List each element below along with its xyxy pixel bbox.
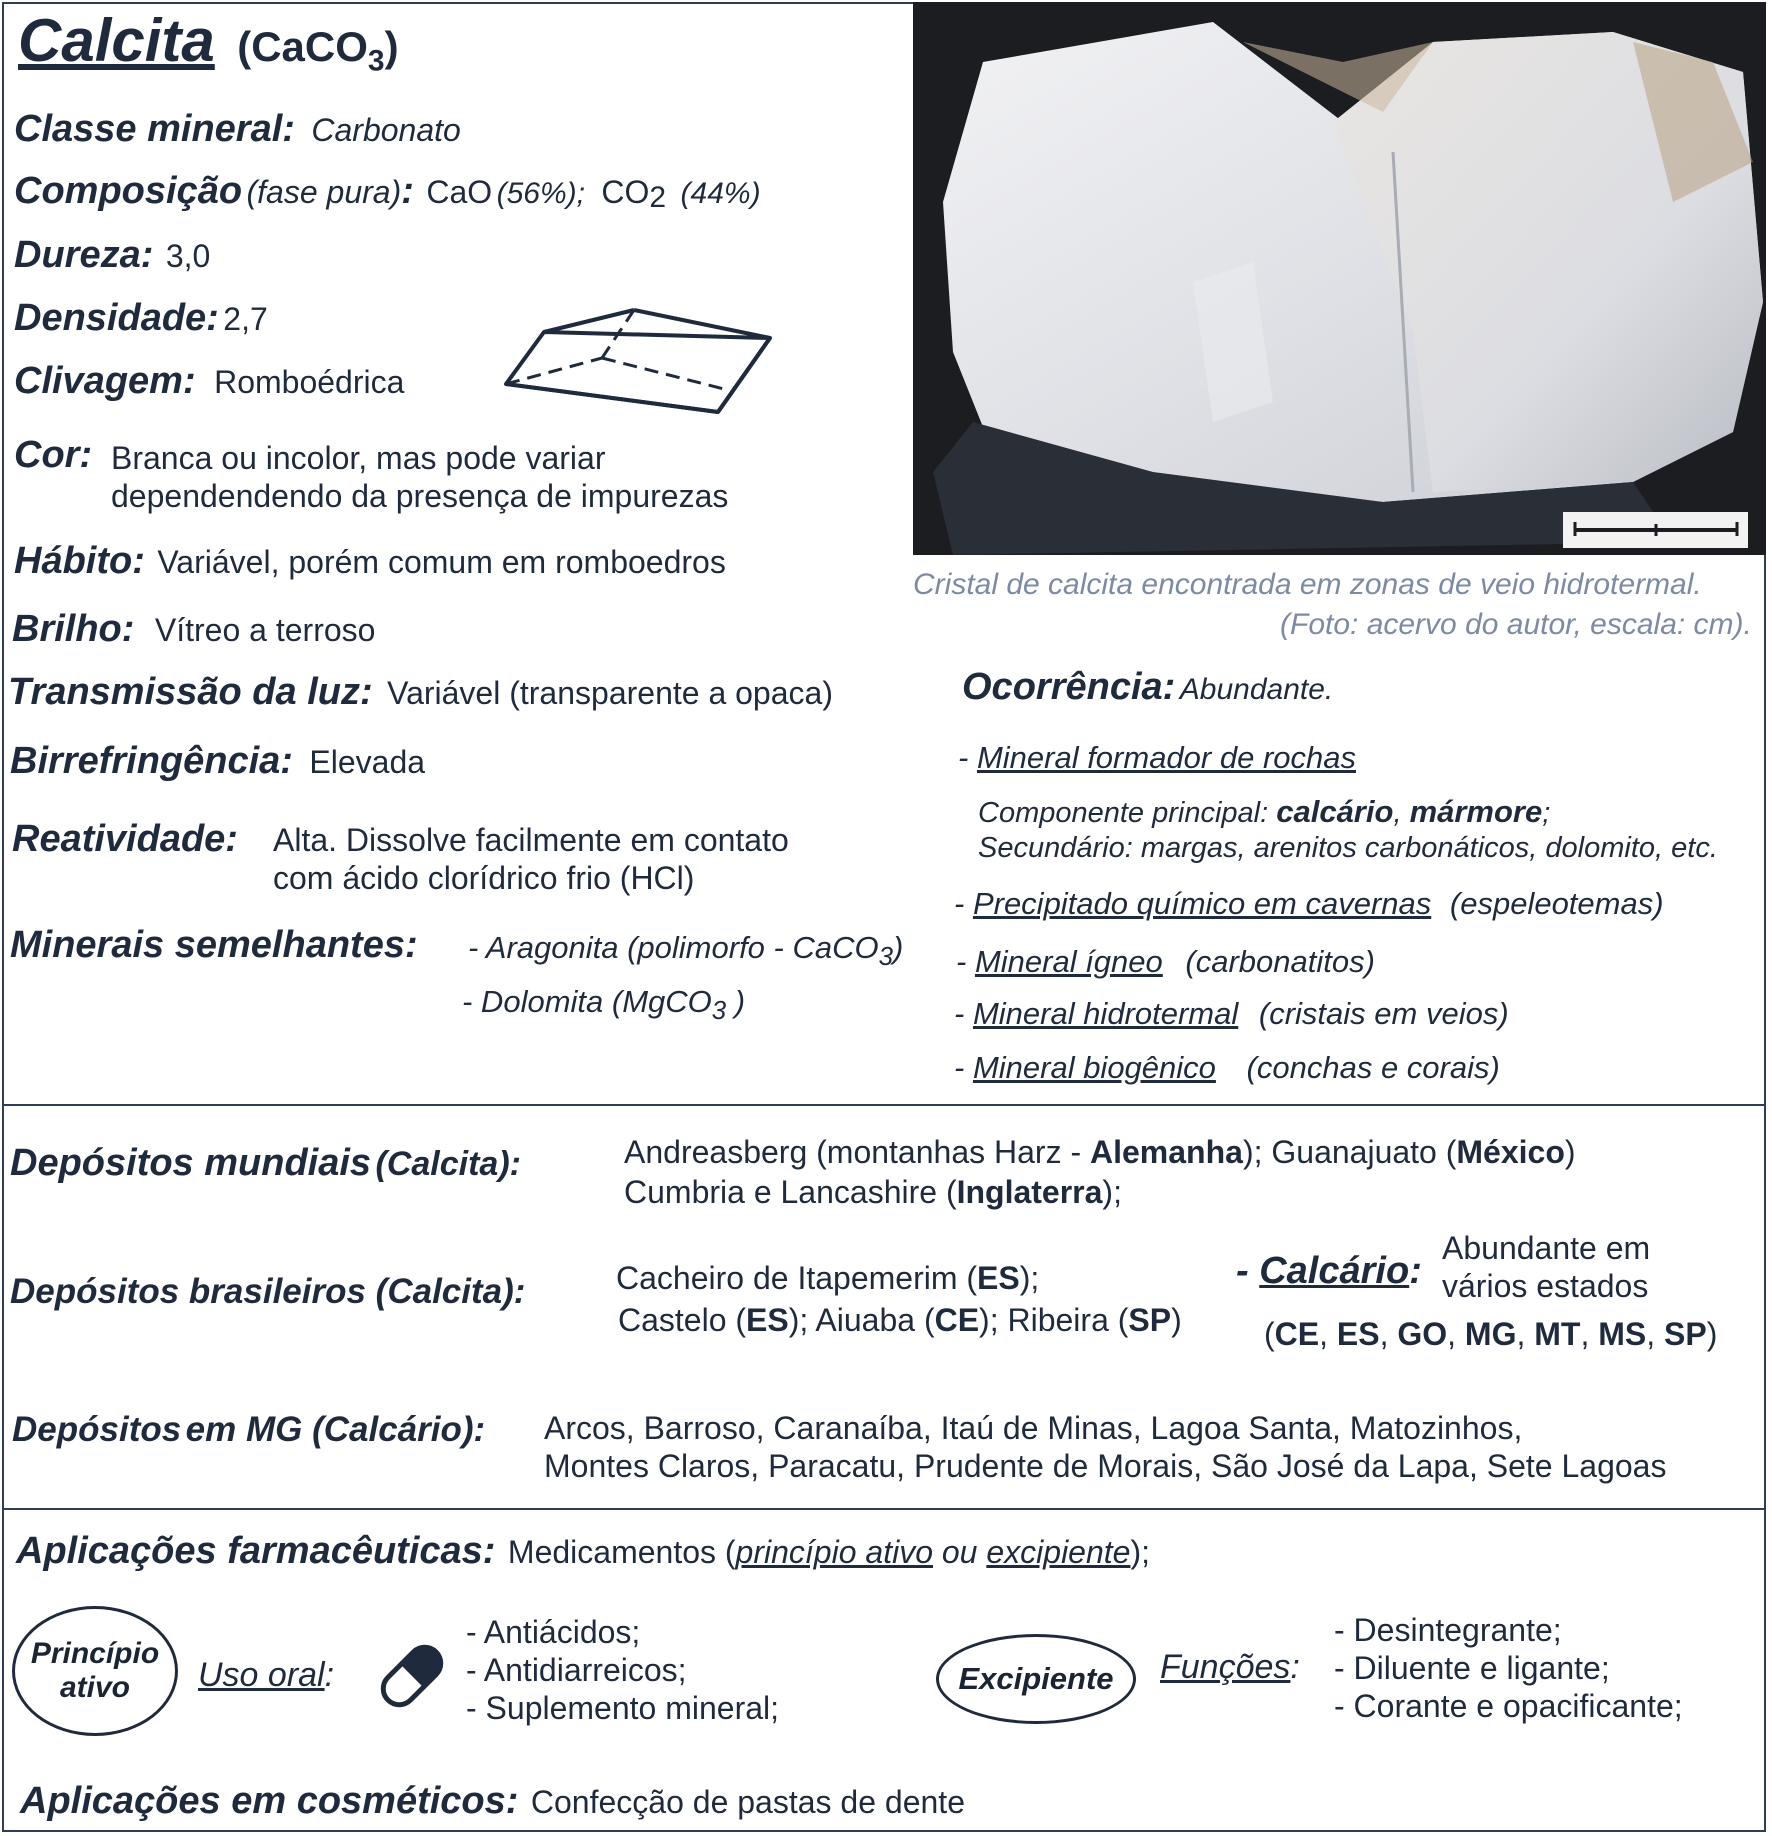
ocorrencia-heading: Ocorrência: Abundante. — [962, 666, 1334, 708]
ocorrencia-item-cavernas: - Precipitado químico em cavernas (espeleotemas) — [954, 886, 1664, 921]
prop-reatividade: Reatividade: — [12, 818, 238, 860]
calcite-crystal-image — [913, 2, 1766, 555]
photo-caption-line2: (Foto: acervo do autor, escala: cm). — [1280, 608, 1752, 641]
capsule-pill-icon — [372, 1636, 452, 1716]
ocorrencia-componente-principal: Componente principal: calcário, mármore; — [978, 794, 1551, 829]
ocorrencia-item-rochas: - Mineral formador de rochas — [958, 740, 1356, 775]
oral-item-1: - Antiácidos; — [466, 1614, 641, 1650]
mineral-formula: (CaCO$_3$) — [237, 23, 399, 78]
calcario-label: - Calcário: — [1236, 1250, 1422, 1292]
excipiente-oval: Excipiente — [936, 1634, 1136, 1724]
depositos-mundiais-line2: Cumbria e Lancashire (Inglaterra); — [624, 1174, 1122, 1210]
prop-transmissao: Transmissão da luz: Variável (transparente a opaca) — [8, 671, 833, 713]
prop-cor: Cor: — [14, 434, 93, 476]
depositos-mg-label: Depósitos em MG (Calcário): — [12, 1410, 486, 1449]
aplicacoes-farmaceuticas: Aplicações farmacêuticas: Medicamentos (princípio ativo ou excipiente); — [16, 1530, 1150, 1572]
depositos-brasileiros-label: Depósitos brasileiros (Calcita): — [10, 1272, 526, 1311]
prop-semelhantes: Minerais semelhantes: — [10, 924, 418, 966]
uso-oral-label: Uso oral: — [198, 1656, 335, 1694]
funcoes-item-1: - Desintegrante; — [1334, 1612, 1562, 1648]
mineral-name: Calcita — [18, 7, 215, 74]
calcite-crystal-photo — [913, 2, 1766, 555]
prop-clivagem: Clivagem: Romboédrica — [14, 360, 405, 402]
rhombohedron-cleavage-icon — [502, 300, 782, 420]
prop-birrefringencia: Birrefringência: Elevada — [10, 740, 426, 782]
principio-ativo-oval: Princípio ativo — [12, 1606, 178, 1736]
section-divider-1 — [2, 1104, 1766, 1106]
ocorrencia-item-biogenico: - Mineral biogênico (conchas e corais) — [954, 1050, 1500, 1085]
depositos-mundiais-line1: Andreasberg (montanhas Harz - Alemanha); Guanajuato (México) — [624, 1134, 1576, 1170]
depositos-mg-line2: Montes Claros, Paracatu, Prudente de Morais, São José da Lapa, Sete Lagoas — [544, 1448, 1667, 1484]
prop-habito: Hábito: Variável, porém comum em romboedros — [14, 540, 726, 582]
funcoes-item-2: - Diluente e ligante; — [1334, 1650, 1610, 1686]
ocorrencia-item-hidrotermal: - Mineral hidrotermal (cristais em veios) — [954, 996, 1509, 1031]
prop-cor-line1: Branca ou incolor, mas pode variar — [111, 440, 606, 476]
section-divider-2 — [2, 1508, 1766, 1510]
semelhante-aragonita: - Aragonita (polimorfo - CaCO$_3$) — [468, 930, 904, 972]
oral-item-2: - Antidiarreicos; — [466, 1652, 687, 1688]
prop-cor-line2: dependendendo da presença de impurezas — [111, 478, 729, 514]
photo-caption-line1: Cristal de calcita encontrada em zonas de veio hidrotermal. — [913, 568, 1702, 601]
prop-reatividade-line1: Alta. Dissolve facilmente em contato — [273, 822, 789, 858]
prop-reatividade-line2: com ácido clorídrico frio (HCl) — [273, 860, 695, 896]
depositos-brasileiros-line2: Castelo (ES); Aiuaba (CE); Ribeira (SP) — [618, 1302, 1182, 1338]
funcoes-label: Funções: — [1160, 1648, 1300, 1686]
prop-dureza: Dureza: 3,0 — [14, 234, 211, 276]
ocorrencia-secundario: Secundário: margas, arenitos carbonáticos, dolomito, etc. — [978, 832, 1718, 864]
depositos-brasileiros-line1: Cacheiro de Itapemerim (ES); — [616, 1260, 1040, 1296]
funcoes-item-3: - Corante e opacificante; — [1334, 1688, 1683, 1724]
depositos-mundiais-label: Depósitos mundiais (Calcita): — [10, 1142, 521, 1184]
calcario-line1: Abundante em — [1442, 1230, 1651, 1266]
ocorrencia-item-igneo: - Mineral ígneo (carbonatitos) — [956, 944, 1375, 979]
semelhante-dolomita: - Dolomita (MgCO$_3$ ) — [462, 984, 746, 1026]
calcario-line2: vários estados — [1442, 1268, 1649, 1304]
oral-item-3: - Suplemento mineral; — [466, 1690, 780, 1726]
prop-composicao: Composição (fase pura): CaO (56%); $CO_2$ (44%) — [14, 170, 761, 215]
calcario-estados: (CE, ES, GO, MG, MT, MS, SP) — [1264, 1316, 1718, 1352]
depositos-mg-line1: Arcos, Barroso, Caranaíba, Itaú de Minas, Lagoa Santa, Matozinhos, — [544, 1410, 1523, 1446]
prop-brilho: Brilho: Vítreo a terroso — [12, 608, 376, 650]
prop-classe: Classe mineral: Carbonato — [14, 108, 461, 150]
aplicacoes-cosmeticos: Aplicações em cosméticos: Confecção de pastas de dente — [20, 1780, 965, 1822]
prop-densidade: Densidade: 2,7 — [14, 297, 268, 339]
mineral-title — [18, 6, 399, 78]
